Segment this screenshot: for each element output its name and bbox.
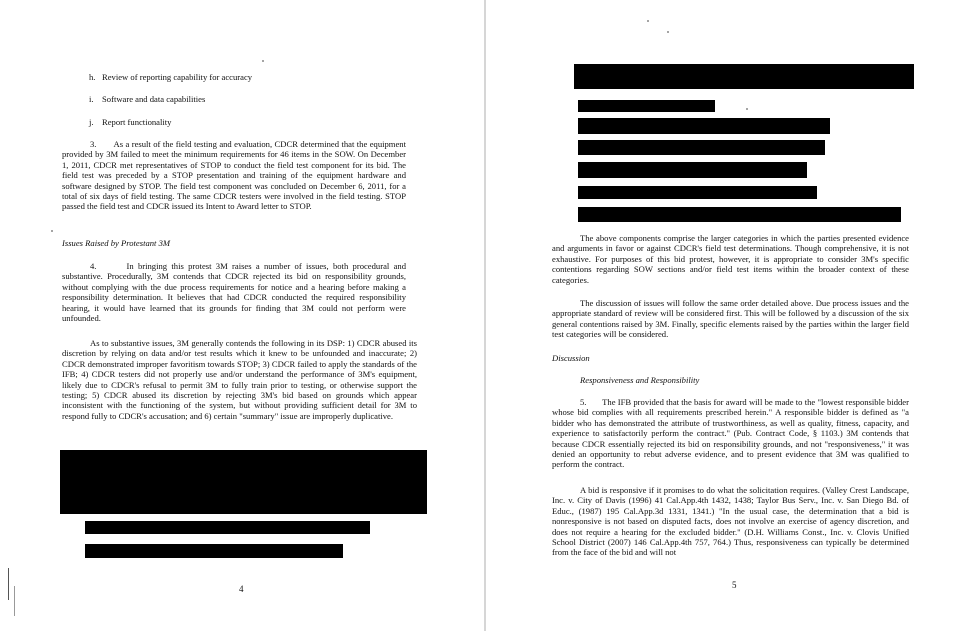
scan-speck [746, 108, 748, 110]
redaction-block [60, 450, 427, 514]
redaction-bar [574, 64, 914, 89]
list-marker-h: h. [89, 72, 96, 82]
page-number: 5 [732, 580, 737, 590]
redaction-bar [578, 140, 825, 155]
paragraph-4: 4. In bringing this protest 3M raises a number of issues, both procedural and substantive. Procedurally, 3M contends that CDCR rejected its bid on responsibility grounds, without complying with the due process requirements for notice and a hearing before making a responsibility determination. It believes that had CDCR conducted the required responsibility hearing, it would have learned that its grounds for finding that 3M could not perform were unfounded. [62, 261, 406, 324]
paragraph-3: 3. As a result of the field testing and evaluation, CDCR determined that the equipment provided by 3M failed to meet the minimum requirements for 46 items in the SOW. On December 1, 2011, CDCR met representatives of STOP to conduct the field test component for its bid. The field test was preceded by a STOP presentation and training of the equipment hardware and software designed by STOP. The field test component was concluded on December 6, 2011, for a total of six days of field testing. The same CDCR testers were involved in the field testing. STOP passed the field test and CDCR issued its Intent to Award letter to STOP. [62, 139, 406, 212]
list-item-h: Review of reporting capability for accuracy [102, 72, 253, 82]
list-item-i: Software and data capabilities [102, 94, 206, 104]
redaction-bar [578, 118, 830, 134]
heading-issues-raised: Issues Raised by Protestant 3M [62, 238, 171, 248]
paragraph-substantive-issues: As to substantive issues, 3M generally contends the following in its DSP: 1) CDCR abused its discretion by relying on data and/or test results which it knew to be unfounded and inaccurate; 2) CDCR demonstrated improper favoritism towards STOP; 3) CDCR failed to apply the standards of the IFB; 4) CDCR testers did not properly use and/or understand the performance of 3M's equipment, likely due to CDCR's refusal to permit 3M to fully train prior to testing, or otherwise support the testing; 5) CDCR abused its discretion by rejecting 3M's bid based on grounds which appear inconsistent with the functioning of the system, but without providing sufficient detail for 3M to respond fully to CDCR's accusation; and 6) certain "summary" issue are improperly duplicative. [62, 338, 417, 421]
redaction-bar [578, 100, 715, 112]
redaction-bar [578, 186, 817, 199]
page-number: 4 [239, 584, 244, 594]
heading-discussion: Discussion [552, 353, 590, 363]
redaction-bar [85, 521, 370, 534]
paragraph-components: The above components comprise the larger categories in which the parties presented evidence and arguments in favor or against CDCR's field test determinations. Though comprehensive, it is not exhaustive. For purposes of this bid protest, however, it is appropriate to consider 3M's specific contentions regarding SOW sections and/or field test items within the broader context of these categories. [552, 233, 909, 285]
scan-speck [51, 230, 53, 232]
list-marker-j: j. [89, 117, 94, 127]
scan-speck [667, 31, 669, 33]
list-item-j: Report functionality [102, 117, 172, 127]
page-gutter [484, 0, 486, 631]
heading-responsiveness: Responsiveness and Responsibility [580, 375, 700, 385]
left-page [0, 0, 486, 631]
redaction-bar [578, 207, 901, 222]
paragraph-responsive-definition: A bid is responsive if it promises to do what the solicitation requires. (Valley Crest Landscape, Inc. v. City of Davis (1996) 41 Cal.App.4th 1432, 1438; Taylor Bus Serv., Inc. v. San Diego Bd. of Educ., (1987) 195 Cal.App.3d 1331, 1341.) "In the usual case, the determination that a bid is nonresponsive is not based on disputed facts, does not involve an exercise of agency discretion, and does not require a hearing for the excluded bidder." (D.H. Williams Const., Inc. v. Clovis Unified School District (2007) 146 Cal.App.4th 757, 764.) Thus, responsiveness can typically be determined from the face of the bid and will not [552, 485, 909, 558]
scan-artifact-line [8, 568, 9, 600]
scan-artifact-line [14, 586, 15, 616]
right-page [487, 0, 980, 631]
paragraph-discussion-order: The discussion of issues will follow the same order detailed above. Due process issues and the appropriate standard of review will be considered first. This will be followed by a discussion of the six general contentions raised by 3M. Finally, specific elements raised by the parties within the larger field test categories will be considered. [552, 298, 909, 340]
list-marker-i: i. [89, 94, 94, 104]
scan-speck [262, 60, 264, 62]
paragraph-5: 5. The IFB provided that the basis for award will be made to the "lowest responsible bidder whose bid complies with all requirements prescribed herein." A responsible bidder is defined as "a bidder who has demonstrated the attribute of trustworthiness, as well as quality, fitness, capacity, and experience to satisfactorily perform the contract." (Pub. Contract Code, § 1103.) 3M contends that because CDCR essentially rejected its bid on responsibility grounds, and not "responsiveness," it was denied an opportunity to rebut adverse evidence, and to present evidence that 3M was qualified to perform the contract. [552, 397, 909, 470]
redaction-bar [85, 544, 343, 558]
redaction-bar [578, 162, 807, 178]
scan-speck [647, 20, 649, 22]
